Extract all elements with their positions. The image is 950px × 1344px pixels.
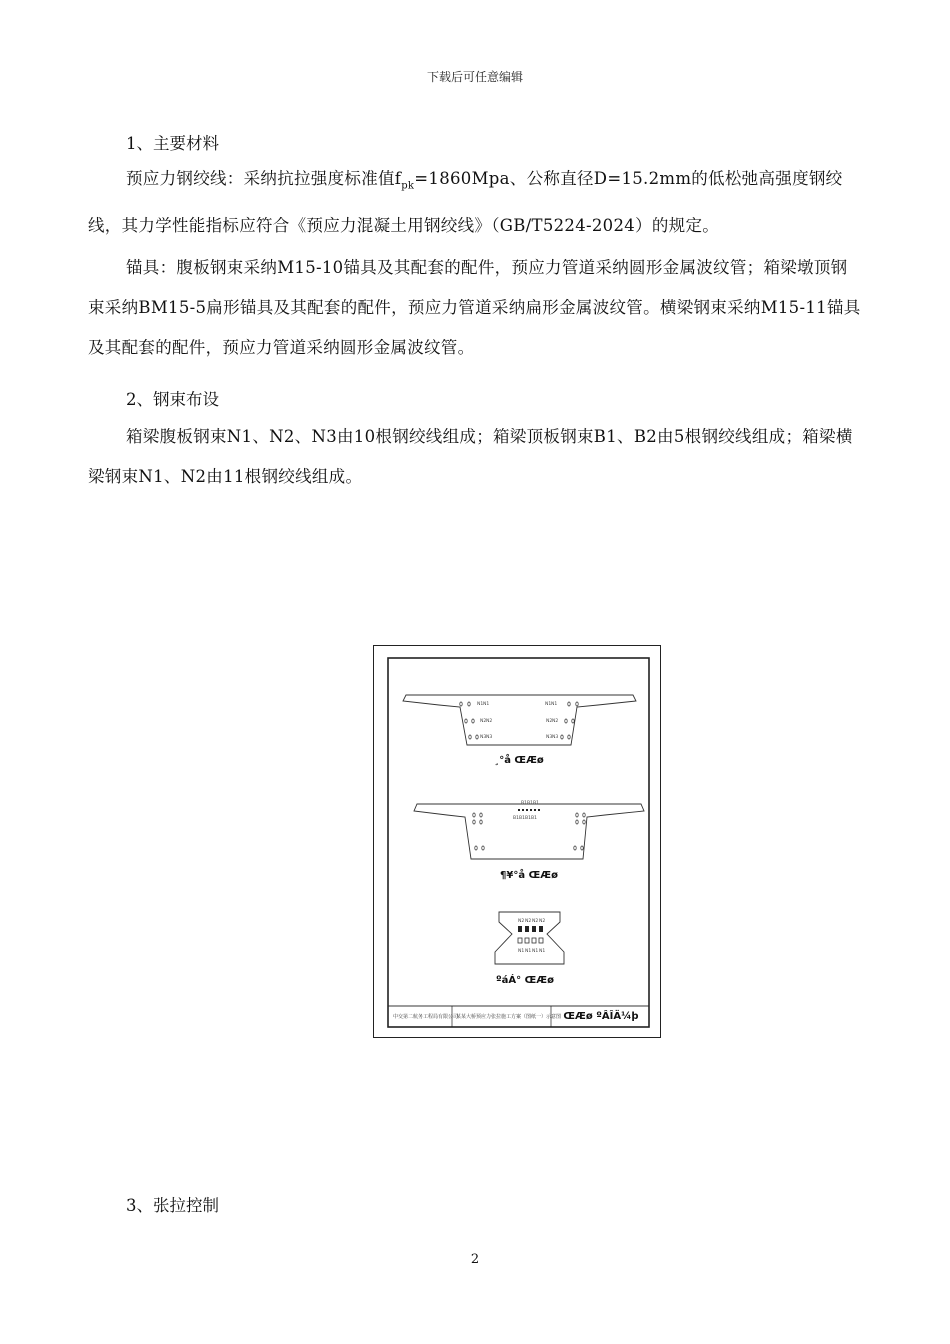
section-heading-1: 1、主要材料 [126,134,219,153]
tag-b1-top-1: B1 [521,801,527,806]
tag-n1-r2: N1 [551,702,558,707]
paragraph-strand-a: 预应力钢绞线：采纳抗拉强度标准值f [126,169,402,188]
tag-n1-l2: N1 [483,702,490,707]
tag-b1-top-2: B1 [527,801,533,806]
web-tendon-label: ¸°å ŒÆø [494,755,544,766]
section-heading-3: 3、张拉控制 [126,1196,219,1215]
tag-d-n2-4: N2 [539,919,546,924]
tag-d-n2-2: N2 [525,919,532,924]
tag-d-n2-3: N2 [532,919,539,924]
tag-b1-bot-1: B1 [513,816,519,821]
tag-n2-r2: N2 [552,719,559,724]
tag-d-n1-2: N1 [525,949,532,954]
tag-d-n2-1: N2 [518,919,525,924]
paragraph-strand [88,159,864,246]
paragraph-strand-b: =1860Mpa、公称直径D=15.2mm的低松弛高强度钢绞线，其力学性能指标应符合《预应力混凝土用钢绞线》（GB/T5224-2024）的规定。 [88,169,843,236]
tag-d-n1-1: N1 [518,949,525,954]
tag-n2-r1: N2 [546,719,553,724]
paragraph-tendon-layout: 箱梁腹板钢束N1、N2、N3由10根钢绞线组成；箱梁顶板钢束B1、B2由5根钢绞线组成；箱梁横梁钢束N1、N2由11根钢绞线组成。 [88,427,853,486]
top-slab-tendon-label: ¶¥°å ŒÆø [500,870,558,881]
page-header: 下载后可任意编辑 [426,70,523,84]
tag-b1-bot-2: B1 [519,816,525,821]
diaphragm-tendon-label: ºáÁ° ŒÆø [496,975,554,986]
tag-d-n1-4: N1 [539,949,546,954]
title-block-number: ŒÆø ºÂÎÄ¼þ [563,1011,639,1022]
tag-b1-bot-3: B1 [525,816,531,821]
tag-b1-bot-4: B1 [531,816,537,821]
tendon-drawing [373,645,661,1038]
tag-n3-l2: N3 [486,735,493,740]
tag-n3-l1: N3 [480,735,487,740]
tag-n2-l1: N2 [480,719,487,724]
paragraph-anchorage: 锚具：腹板钢束采纳M15-10锚具及其配套的配件，预应力管道采纳圆形金属波纹管；箱梁墩顶钢束采纳BM15-5扁形锚具及其配套的配件，预应力管道采纳扁形金属波纹管。横梁钢束采纳M15-11锚具及其配套的配件，预应力管道采纳圆形金属波纹管。 [88,258,861,357]
tag-b1-top-3: B1 [533,801,539,806]
tag-n2-l2: N2 [486,719,493,724]
title-block-company: 中交第二航务工程局有限公司 [393,1014,459,1020]
tag-n1-r1: N1 [545,702,552,707]
tag-d-n1-3: N1 [532,949,539,954]
fpk-subscript: pk [401,180,415,192]
tag-n3-r1: N3 [546,735,553,740]
section-heading-2: 2、钢束布设 [126,390,219,409]
tag-n3-r2: N3 [552,735,559,740]
page-number: 2 [470,1252,480,1267]
title-block-drawing: 某某大桥预应力张拉施工方案（图纸一）示意图 [456,1014,562,1020]
tag-n1-l1: N1 [477,702,484,707]
